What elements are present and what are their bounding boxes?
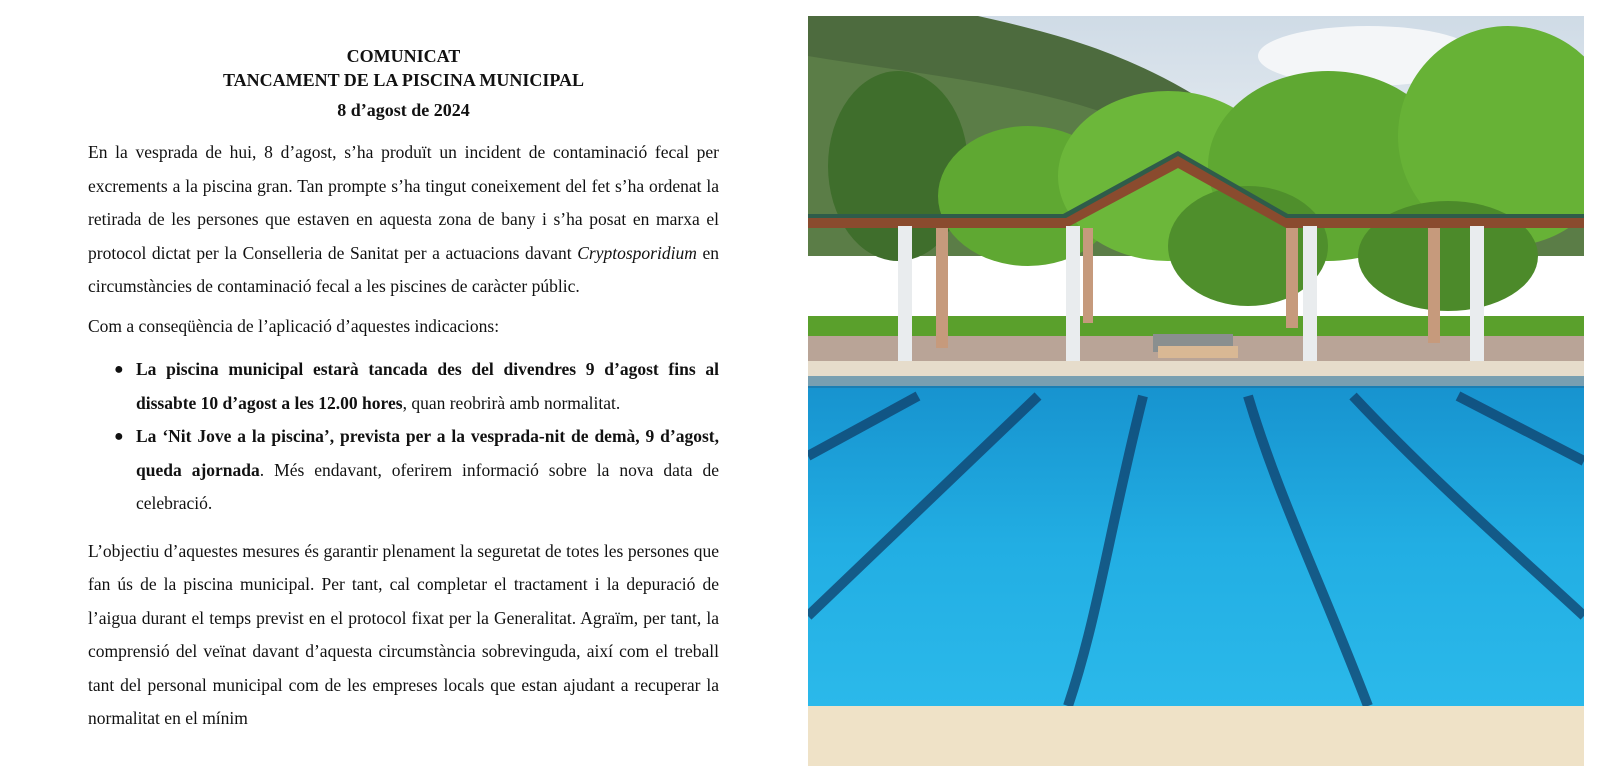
list-item — [114, 420, 719, 521]
paragraph-objective: L’objectiu d’aquestes mesures és garantir plenament la seguretat de totes les persones que fan ús de la piscina municipal. Per tant, cal completar el tractament i la depuració de l’aigua durant el temps previst en el protocol fixat per la Generalitat. Agraïm, per tant, la comprensió del veïnat davant d’aquesta circumstància sobrevinguda, així com el treball tant del personal municipal com de les empreses locals que estan ajudant a recuperar la normalitat en el mínim — [88, 540, 719, 728]
communique-subtitle: TANCAMENT DE LA PISCINA MUNICIPAL — [222, 70, 585, 90]
paragraph-incident — [88, 136, 719, 304]
communique-date: 8 d’agost de 2024 — [337, 100, 470, 120]
paragraph-incident-text-2: en circumstàncies de contaminació fecal a les piscines de caràcter públic. — [88, 242, 719, 296]
paragraph-incident-italic: Cryptosporidium — [577, 242, 697, 263]
paragraph-consequence: Com a conseqüència de l’aplicació d’aquestes indicacions: — [88, 315, 500, 336]
bullet-icon: ● — [114, 428, 124, 445]
measures-list — [88, 353, 719, 521]
list-item-text: , quan reobrirà amb normalitat. — [402, 392, 621, 413]
paragraph-incident-text-1: En la vesprada de hui, 8 d’agost, s’ha produït un incident de contaminació fecal per excrements a la piscina gran. Tan prompte s’ha tingut coneixement del fet s’ha ordenat la retirada de les persones que estaven en aquesta zona de bany i s’ha posat en marxa el protocol dictat per la Conselleria de Sanitat per a actuacions davant — [88, 142, 719, 263]
pool-water — [808, 386, 1584, 706]
pool-photo — [808, 16, 1584, 766]
list-item-bold: La ‘Nit Jove a la piscina’, prevista per a la vesprada-nit de demà, 9 d’agost, queda ajornada — [136, 426, 719, 480]
list-item-text: . Més endavant, oferirem informació sobre la nova data de celebració. — [136, 459, 719, 513]
bullet-icon: ● — [114, 361, 124, 378]
communique-document — [88, 44, 719, 736]
list-item-bold: La piscina municipal estarà tancada des del divendres 9 d’agost fins al dissabte 10 d’agost a les 12.00 hores — [136, 359, 719, 413]
communique-title: COMUNICAT — [346, 46, 461, 66]
pool-illustration — [808, 16, 1584, 766]
list-item — [114, 353, 719, 420]
pool-edge — [808, 706, 1584, 766]
